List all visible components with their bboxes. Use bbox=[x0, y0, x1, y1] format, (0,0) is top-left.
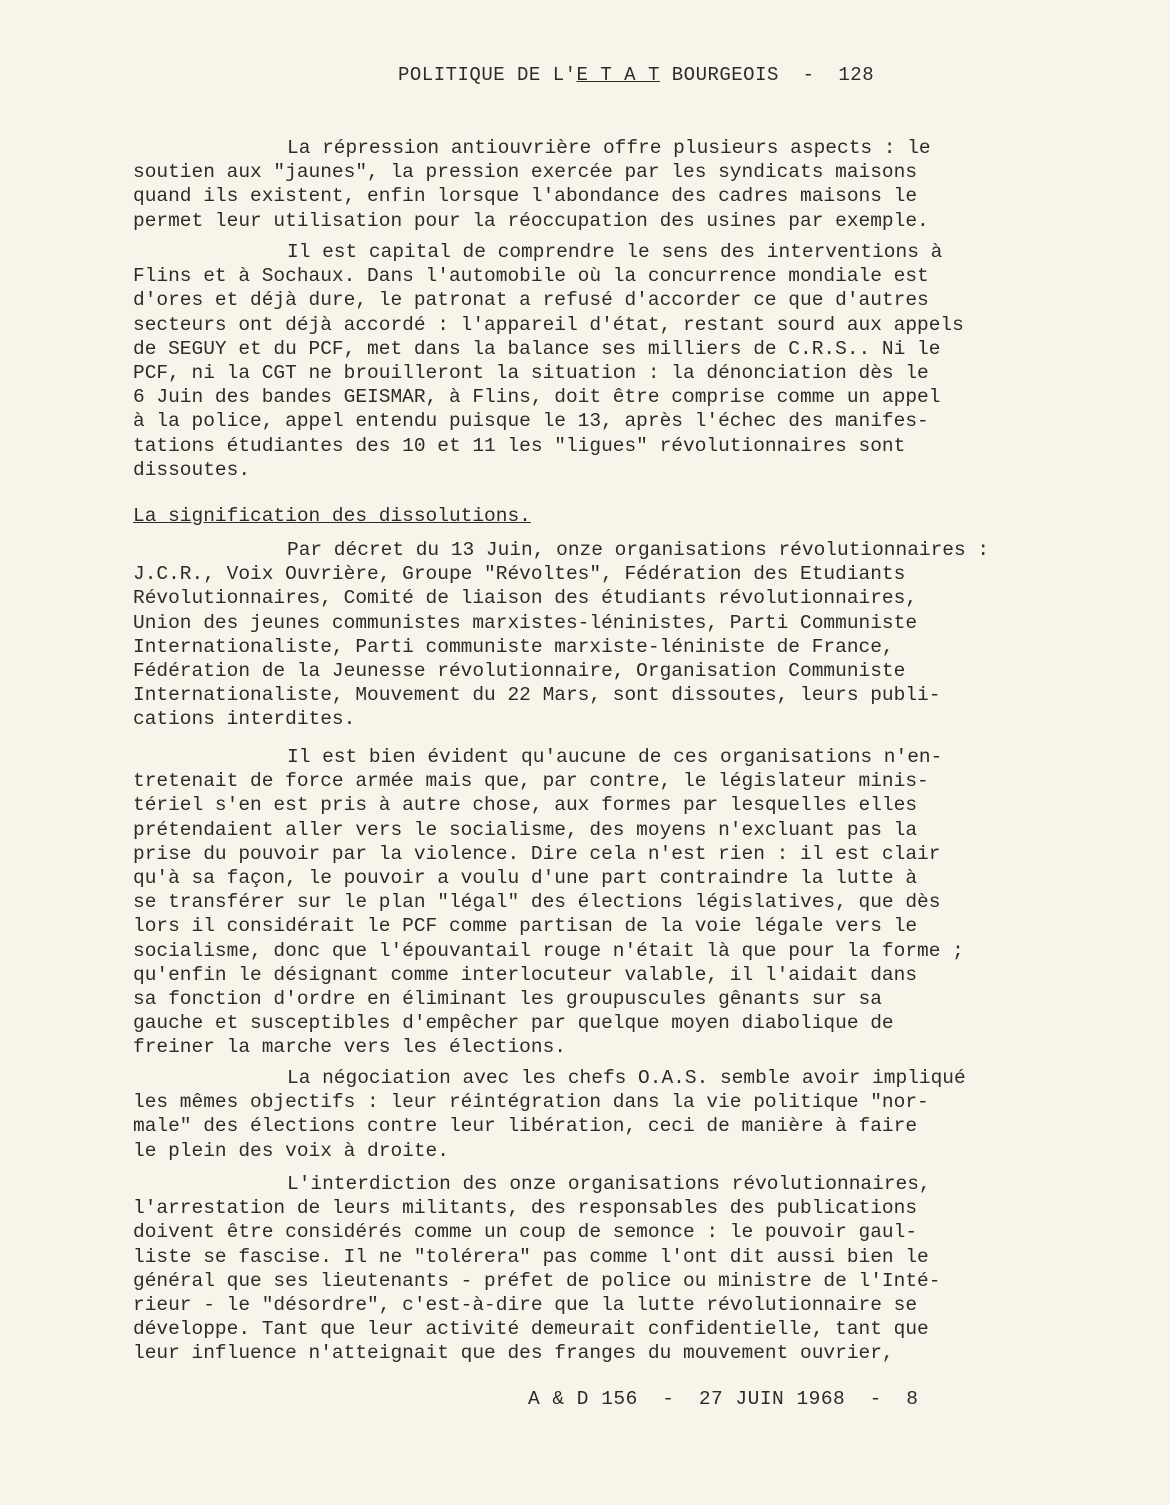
text-line: sa fonction d'ordre en éliminant les groupuscules gênants sur sa bbox=[133, 988, 882, 1011]
text-line: le plein des voix à droite. bbox=[133, 1139, 449, 1162]
text-line: gauche et susceptibles d'empêcher par quelque moyen diabolique de bbox=[133, 1012, 894, 1035]
text-line: tations étudiantes des 10 et 11 les "ligues" révolutionnaires sont bbox=[133, 434, 906, 457]
text-line: J.C.R., Voix Ouvrière, Groupe "Révoltes", Fédération des Etudiants bbox=[133, 563, 906, 586]
text-line: PCF, ni la CGT ne brouilleront la situation : la dénonciation dès le bbox=[133, 362, 929, 385]
text-line: d'ores et déjà dure, le patronat a refusé d'accorder ce que d'autres bbox=[133, 289, 929, 312]
text-line: prétendaient aller vers le socialisme, des moyens n'excluant pas la bbox=[133, 818, 918, 841]
text-line: Il est bien évident qu'aucune de ces organisations n'en- bbox=[287, 746, 943, 768]
text-line: développe. Tant que leur activité demeurait confidentielle, tant que bbox=[133, 1318, 929, 1341]
text-line: 6 Juin des bandes GEISMAR, à Flins, doit être comprise comme un appel bbox=[133, 386, 941, 409]
text-line: doivent être considérés comme un coup de semonce : le pouvoir gaul- bbox=[133, 1221, 918, 1244]
text-line: tretenait de force armée mais que, par contre, le législateur minis- bbox=[133, 770, 929, 793]
paragraph-evident bbox=[133, 745, 1043, 1060]
text-line: tériel s'en est pris à autre chose, aux formes par lesquelles elles bbox=[133, 794, 918, 817]
header-title-right: BOURGEOIS - 128 bbox=[659, 64, 875, 86]
text-line: qu'à sa façon, le pouvoir a voulu d'une part contraindre la lutte à bbox=[133, 867, 918, 890]
text-line: L'interdiction des onze organisations révolutionnaires, bbox=[287, 1173, 931, 1195]
text-line: quand ils existent, enfin lorsque l'abondance des cadres maisons le bbox=[133, 185, 918, 208]
section-heading: La signification des dissolutions. bbox=[133, 505, 531, 527]
text-line: Internationaliste, Parti communiste marxiste-léniniste de France, bbox=[133, 635, 894, 658]
text-line: Il est capital de comprendre le sens des interventions à bbox=[287, 241, 943, 263]
text-line: secteurs ont déjà accordé : l'appareil d'état, restant sourd aux appels bbox=[133, 313, 964, 336]
text-line: leur influence n'atteignait que des franges du mouvement ouvrier, bbox=[133, 1342, 894, 1365]
text-line: à la police, appel entendu puisque le 13, après l'échec des manifes- bbox=[133, 410, 929, 433]
text-line: liste se fascise. Il ne "tolérera" pas comme l'ont dit aussi bien le bbox=[133, 1245, 929, 1268]
text-line: Fédération de la Jeunesse révolutionnaire, Organisation Communiste bbox=[133, 660, 906, 683]
paragraph-interdiction bbox=[133, 1172, 1043, 1366]
text-line: freiner la marche vers les élections. bbox=[133, 1036, 566, 1059]
paragraph-negociation-oas bbox=[133, 1066, 1043, 1163]
text-line: l'arrestation de leurs militants, des responsables des publications bbox=[133, 1197, 918, 1220]
text-line: socialisme, donc que l'épouvantail rouge n'était là que pour la forme ; bbox=[133, 939, 964, 962]
text-line: prise du pouvoir par la violence. Dire cela n'est rien : il est clair bbox=[133, 842, 941, 865]
paragraph-flins-sochaux bbox=[133, 240, 1043, 482]
paragraph-decret bbox=[133, 538, 1043, 732]
text-line: général que ses lieutenants - préfet de police ou ministre de l'Inté- bbox=[133, 1269, 941, 1292]
text-line: qu'enfin le désignant comme interlocuteur valable, il l'aidait dans bbox=[133, 963, 918, 986]
text-line: Révolutionnaires, Comité de liaison des étudiants révolutionnaires, bbox=[133, 587, 918, 610]
text-line: Internationaliste, Mouvement du 22 Mars, sont dissoutes, leurs publi- bbox=[133, 684, 941, 707]
text-line: se transférer sur le plan "légal" des élections législatives, que dès bbox=[133, 891, 941, 914]
text-line: lors il considérait le PCF comme partisan de la voie légale vers le bbox=[133, 915, 918, 938]
paragraph-repression bbox=[133, 136, 1043, 233]
text-line: Par décret du 13 Juin, onze organisations révolutionnaires : bbox=[287, 539, 990, 561]
text-line: cations interdites. bbox=[133, 708, 356, 731]
text-line: permet leur utilisation pour la réoccupation des usines par exemple. bbox=[133, 209, 929, 232]
text-line: La répression antiouvrière offre plusieurs aspects : le bbox=[287, 137, 931, 159]
text-line: les mêmes objectifs : leur réintégration dans la vie politique "nor- bbox=[133, 1091, 929, 1114]
text-line: La négociation avec les chefs O.A.S. semble avoir impliqué bbox=[287, 1067, 966, 1089]
header-title-left: POLITIQUE DE L' bbox=[398, 64, 577, 86]
text-line: rieur - le "désordre", c'est-à-dire que la lutte révolutionnaire se bbox=[133, 1294, 918, 1317]
text-line: de SEGUY et du PCF, met dans la balance ses milliers de C.R.S.. Ni le bbox=[133, 337, 941, 360]
text-line: Flins et à Sochaux. Dans l'automobile où la concurrence mondiale est bbox=[133, 265, 929, 288]
text-line: male" des élections contre leur libération, ceci de manière à faire bbox=[133, 1115, 918, 1138]
page-footer: A & D 156 - 27 JUIN 1968 - 8 bbox=[528, 1388, 919, 1410]
page-header bbox=[398, 64, 874, 86]
text-line: dissoutes. bbox=[133, 458, 251, 481]
header-title-etat: E T A T bbox=[576, 64, 660, 86]
text-line: soutien aux "jaunes", la pression exercée par les syndicats maisons bbox=[133, 161, 918, 184]
text-line: Union des jeunes communistes marxistes-léninistes, Parti Communiste bbox=[133, 611, 918, 634]
